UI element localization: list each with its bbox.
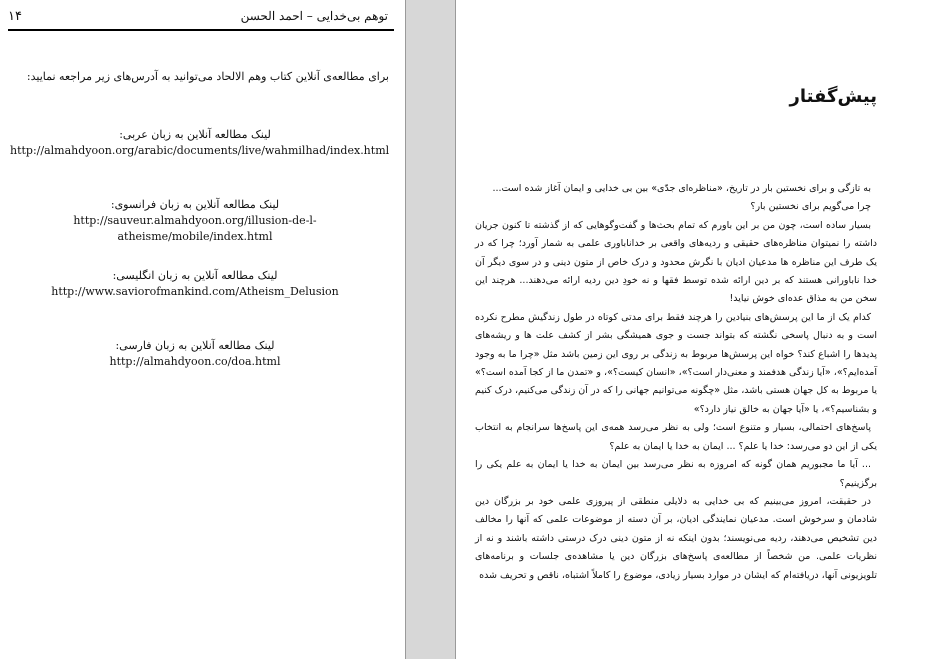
link-url-french[interactable]: http://sauveur.almahdyoon.org/illusion-de-l-atheisme/mobile/index.html	[73, 214, 317, 243]
body-text	[475, 180, 877, 585]
paragraph-4: کدام یک از ما این پرسش‌های بنیادین را هرچند فقط برای مدتی کوتاه در طول زندگیش مطرح نکرده است و به دنبال پاسخی نگشته که بتواند جست و جوی همیشگی بشر از کشف علت ها و ریشه‌های پدیدها را اشباع کند؟ خواه این پرسش‌ها مربوط به زندگی بر روی این زمین باشد مثل «چرا ما به وجود آمده‌ایم؟»، «آیا زندگی هدفمند و معنی‌دار است؟»، «انسان کیست؟»، و «تمدن ما از کجا آمده است؟» یا مربوط به کل جهان هستی باشد، مثل «چگونه می‌توانیم جهانی را که در آن زندگی می‌کنیم، درک کنیم و بشناسیم؟»، یا «آیا جهان به خالق نیاز دارد؟»	[475, 311, 877, 415]
link-url-persian[interactable]: http://almahdyoon.co/doa.html	[109, 355, 281, 368]
page-gutter	[405, 0, 456, 659]
right-page	[456, 0, 939, 659]
link-block-arabic	[10, 127, 390, 159]
link-label-english: لینک مطالعه آنلاین به زبان انگلیسی:	[112, 269, 278, 282]
running-header	[8, 6, 388, 26]
intro-text: برای مطالعه‌ی آنلاین کتاب وهم الالحاد می‌توانید به آدرس‌های زیر مراجعه نمایید:	[26, 70, 389, 83]
link-block-persian	[10, 338, 380, 370]
link-label-arabic: لینک مطالعه آنلاین به زبان عربی:	[119, 128, 271, 141]
paragraph-5: پاسخ‌های احتمالی، بسیار و متنوع است؛ ولی به نظر می‌رسد همه‌ی این پاسخ‌ها سرانجام به انتخاب یکی از این دو می‌رسد: خدا یا علم؟ ... ایمان به خدا یا ایمان به علم؟	[475, 422, 877, 452]
running-title: توهم بی‌خدایی – احمد الحسن	[240, 9, 388, 23]
paragraph-6: ... آیا ما مجبوریم همان گونه که امروزه به نظر می‌رسد بین ایمان به خدا یا ایمان به علم یکی را برگزینیم؟	[475, 459, 877, 489]
link-url-english[interactable]: http://www.saviorofmankind.com/Atheism_Delusion	[51, 285, 339, 298]
link-block-english	[10, 268, 380, 300]
paragraph-7: در حقیقت، امروز می‌بینیم که بی خدایی به دلایلی منطقی از پیروزی علمی خود بر بزرگان دین شادمان و سرخوش است. مدعیان نمایندگی ادیان، بر آن دسته از موضوعات علمی که آنها را مخالف دین تشخیص می‌دهند، ردیه می‌نویسند؛ بدون اینکه نه از متون دینی درک درستی داشته باشند و نه از نظریات علمی. من شخصاً از مطالعه‌ی پاسخ‌های بزرگان دین یا مشاهده‌ی جلسات و برنامه‌های تلویزیونی آنها، دریافته‌ام که ایشان در موارد بسیار زیادی، موضوع را کاملاً اشتباه، ناقص و تحریف شده	[475, 495, 877, 581]
page-number: ۱۴	[8, 9, 22, 24]
chapter-title: پیش‌گفتار	[789, 86, 877, 107]
left-page	[0, 0, 405, 659]
paragraph-1: به تازگی و برای نخستین بار در تاریخ، «مناظره‌ای جدّی» بین بی خدایی و ایمان آغاز شده است...	[492, 183, 871, 194]
link-label-french: لینک مطالعه آنلاین به زبان فرانسوی:	[110, 198, 280, 211]
paragraph-2: چرا می‌گویم برای نخستین بار؟	[750, 201, 871, 213]
link-url-arabic[interactable]: http://almahdyoon.org/arabic/documents/live/wahmilhad/index.html	[10, 144, 390, 157]
link-block-french	[10, 197, 380, 245]
link-label-persian: لینک مطالعه آنلاین به زبان فارسی:	[115, 339, 275, 352]
paragraph-3: بسیار ساده است، چون من بر این باورم که تمام بحث‌ها و گفت‌وگوهایی که از گذشته تا کنون جریان داشته را نمیتوان مناظره‌های حقیقی و ردیه‌های واقعی بر خداناباوری علمی به شمار آورد؛ چرا که در یک طرف این مناظره ها مدعیان ادیان با نگرش محدود و درک خاص از متون دینی و در سوی دیگر آن خدا ناباورانی هستند که بر دین ارائه شده توسط فقها و نه خودِ دین ردیه ارائه می‌دهند... هرچند این سخن من به مذاق عده‌ای خوش نیاید!	[475, 219, 877, 305]
header-rule	[8, 29, 394, 31]
